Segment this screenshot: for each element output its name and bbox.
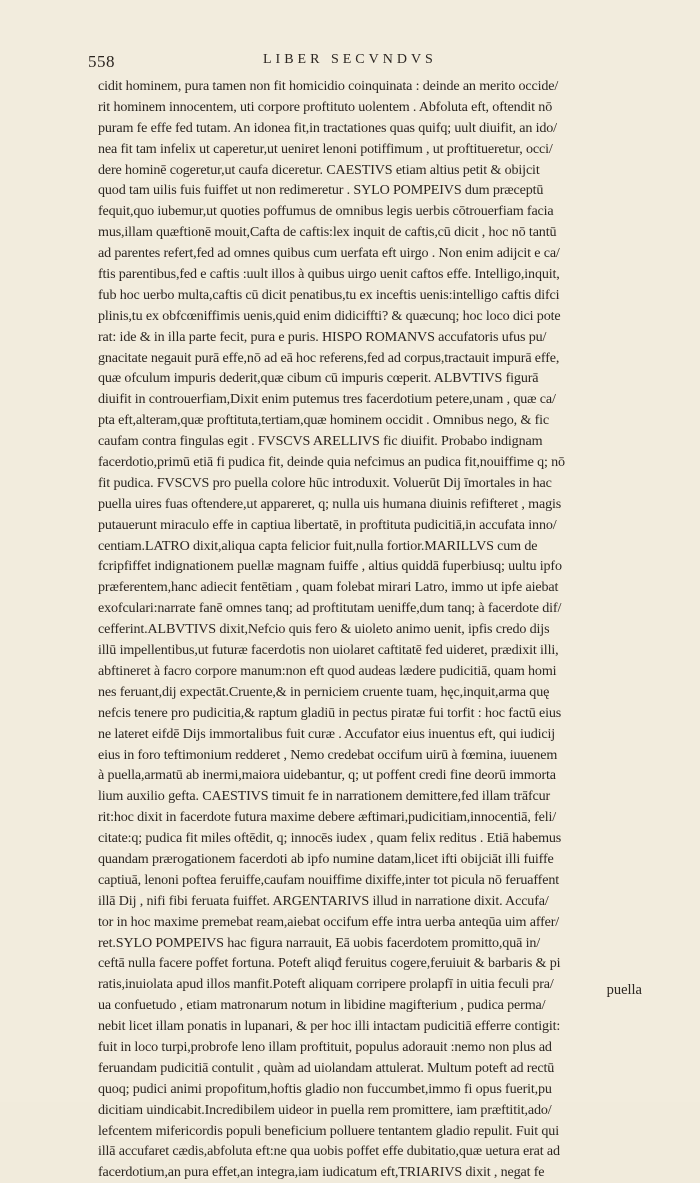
- text-line: facerdotium,an pura effet,an integra,iam iudicatum eft,TRIARIVS dixit , negat fe: [98, 1164, 545, 1181]
- text-line: fit pudica. FVSCVS pro puella colore hūc introduxit. Voluerūt Dij īmortales in hac: [98, 474, 552, 491]
- text-line: dere hominē cogeretur,ut caufa diceretur. CAESTIVS etiam altius petit & obijcit: [98, 161, 540, 178]
- text-line: lefcentem mifericordis populi beneficium polluere tentantem gladio repulit. Fuit qui: [98, 1122, 559, 1139]
- text-line: nes feruant,dij expectāt.Cruente,& in perniciem cruente tuam, hęc,inquit,arma quę: [98, 683, 550, 700]
- text-line: fuit in loco turpi,probrofe leno illam proftituit, populus adorauit :nemo non plus ad: [98, 1038, 552, 1055]
- text-line: feruandam pudicitiā contulit , quàm ad uiolandam attulerat. Multum poteft ad rectū: [98, 1059, 555, 1076]
- text-line: illū impellentibus,ut futuræ facerdotis non uiolaret caftitatē fed uideret, prædixit illi,: [98, 642, 559, 659]
- text-line: nefcis tenere pro pudicitia,& raptum gladiū in pectus piratæ fui torfit : hoc factū eius: [98, 704, 562, 721]
- text-line: ceftā nulla facere poffet fortuna. Poteft aliqđ feruitus cogere,feruiuit & barbaris & pi: [98, 955, 561, 972]
- text-line: cidit hominem, pura tamen non fit homicidio coinquinata : deinde an merito occide/: [98, 78, 559, 94]
- text-line: ne lateret eifdē Dijs immortalibus fuit curæ . Accufator eius inuentus eft, qui iudicij: [98, 725, 556, 742]
- text-line: ua confuetudo , etiam matronarum notum in libidine magifterium , pudica perma/: [98, 997, 546, 1014]
- text-line: tor in hoc maxime premebat ream,aiebat occifum effe intra uerba anteqūa uim affer/: [98, 913, 560, 930]
- text-line: præferentem,hanc adiecit fentētiam , quam folebat mirari Latro, immo ut ipfe aiebat: [98, 579, 559, 596]
- text-line: quoq; pudici animi propofitum,hoftis gladio non fuccumbet,immo fi opus fuerit,pu: [98, 1080, 552, 1097]
- text-line: dicitiam uindicabit.Incredibilem uideor in puella rem promittere, iam præftitit,ado/: [98, 1101, 552, 1118]
- text-line: gnacitate negauit purā effe,nō ad eā hoc referens,fed ad corpus,tractauit impurā effe,: [98, 349, 560, 366]
- text-line: quod tam uilis fuis fuiffet ut non redimeretur . SYLO POMPEIVS dum præceptū: [98, 182, 544, 199]
- text-line: centiam.LATRO dixit,aliqua capta felicior fuit,nulla fortior.MARILLVS cum de: [98, 537, 538, 554]
- text-line: exofculari:narrate fanē omnes tanq; ad proftitutam ueniffe,dum tanq; à facerdote dif/: [98, 600, 562, 617]
- text-line: quandam prærogationem facerdoti ab ipfo numine datam,licet ifti obijciāt illi fuiffe: [98, 850, 554, 867]
- page-number: 558: [88, 52, 115, 71]
- text-line: facerdotio,primū etiā fi pudica fit, deinde quia nefcimus an pudica fit,nouiffime q; nō: [98, 454, 565, 471]
- text-line: plinis,tu ex obfcœniffimis uenis,quid enim didiciffti? & quæcunq; hoc loco dici pote: [98, 307, 561, 324]
- text-line: pta eft,alteram,quæ proftituta,tertiam,quæ hominem occidit . Omnibus nego, & fic: [98, 412, 550, 429]
- text-line: quæ ofculum impuris dederit,quæ cibum cū impuris cœperit. ALBVTIVS figurā: [98, 370, 539, 387]
- text-line: nea fit tam infelix ut caperetur,ut ueniret lenoni potiffimum , ut proftitueretur, occi/: [98, 140, 553, 157]
- text-line: illā Dij , nifi fibi feruata fuiffet. ARGENTARIVS illud in narratione dixit. Accufa/: [98, 892, 549, 909]
- text-line: nebit licet illam ponatis in lupanari, & per hoc illi intactam pudicitiā efferre contigit:: [98, 1018, 561, 1035]
- text-line: puram fe effe fed tutam. An idonea fit,in tractationes quas quifq; uult diuifit, an ido/: [98, 119, 557, 136]
- text-line: diuifit in controuerfiam,Dixit enim putemus tres facerdotium petere,unam , quæ ca/: [98, 391, 556, 408]
- running-title: LIBER SECVNDVS: [263, 52, 437, 67]
- text-line: ad parentes refert,fed ad omnes quibus cum uerfata eft uirgo . Non enim adijcit e ca/: [98, 245, 560, 262]
- text-line: fcripfiffet indignationem puellæ magnam fuiffe , altius quiddā fuperbiusq; uultu ipfo: [98, 558, 562, 575]
- catchword: puella: [606, 982, 642, 998]
- text-line: caufam contra fingulas egit . FVSCVS ARELLIVS fic diuifit. Probabo indignam: [98, 433, 543, 450]
- text-line: ftis parentibus,fed e caftis :uult illos à quibus uirgo uenit caftos effe. Intelligo,inquit,: [98, 266, 560, 283]
- text-line: cefferint.ALBVTIVS dixit,Nefcio quis fero & uioleto animo uenit, ipfis credo dijs: [98, 621, 550, 638]
- text-line: eius in foro teftimonium redderet , Nemo credebat occifum uirū à fœmina, iuuenem: [98, 746, 558, 763]
- text-line: mus,illam quæftionē mouit,Cafta de caftis:lex inquit de caftis,cū dicit , hoc nō tantū: [98, 224, 557, 241]
- text-line: captiuā, lenoni poftea feruiffe,caufam nouiffime dixiffe,inter tot picula nō feruaffent: [98, 871, 559, 888]
- body-text: [98, 76, 668, 1183]
- text-line: à puella,armatū ab inermi,maiora uidebantur, q; ut poffent credi fine deorū immorta: [98, 767, 556, 784]
- text-line: putauerunt miraculo effe in captiua libertatē, in proftituta pudicitiā,in accufata inno/: [98, 516, 557, 533]
- text-line: ret.SYLO POMPEIVS hac figura narrauit, Eā uobis facerdotem promitto,quā in/: [98, 934, 540, 951]
- text-line: abftineret à facro corpore manum:non eft quod audeas lædere pudicitiā, quam homi: [98, 662, 557, 679]
- text-line: puella uires fuas oftendere,ut appareret, q; nulla uis humana diuinis refifteret , magis: [98, 495, 562, 512]
- text-line: citate:q; pudica fit miles oftēdit, q; innocēs iudex , quam felix reditus . Etiā habemus: [98, 830, 562, 847]
- text-line: lium auxilio gefta. CAESTIVS timuit fe in narrationem demittere,fed illam trāfcur: [98, 788, 551, 805]
- page-header: [88, 52, 640, 76]
- text-line: illā accufaret cædis,abfoluta eft:ne qua uobis poffet effe dubitatio,quæ uetura erat ad: [98, 1143, 560, 1160]
- text-line: fequit,quo iubemur,ut quoties poffumus de omnibus legis uerbis cōtrouerfiam facia: [98, 203, 554, 220]
- text-line: rat: ide & in illa parte fecit, pura e puris. HISPO ROMANVS accufatoris ufus pu/: [98, 328, 547, 345]
- text-line: rit:hoc dixit in facerdote futura maxime debere æftimari,pudicitiam,innocentiā, feli/: [98, 809, 557, 826]
- text-line: ratis,inuiolata apud illos manfit.Poteft aliquam corripere prolapfī in uitia feculi pra/: [98, 976, 554, 993]
- text-line: fub hoc uerbo multa,caftis cū dicit penatibus,tu ex inceftis uenis:intelligo caftis difci: [98, 286, 560, 303]
- text-line: rit hominem innocentem, uti corpore proftituto uolentem . Abfoluta eft, oftendit nō: [98, 98, 553, 115]
